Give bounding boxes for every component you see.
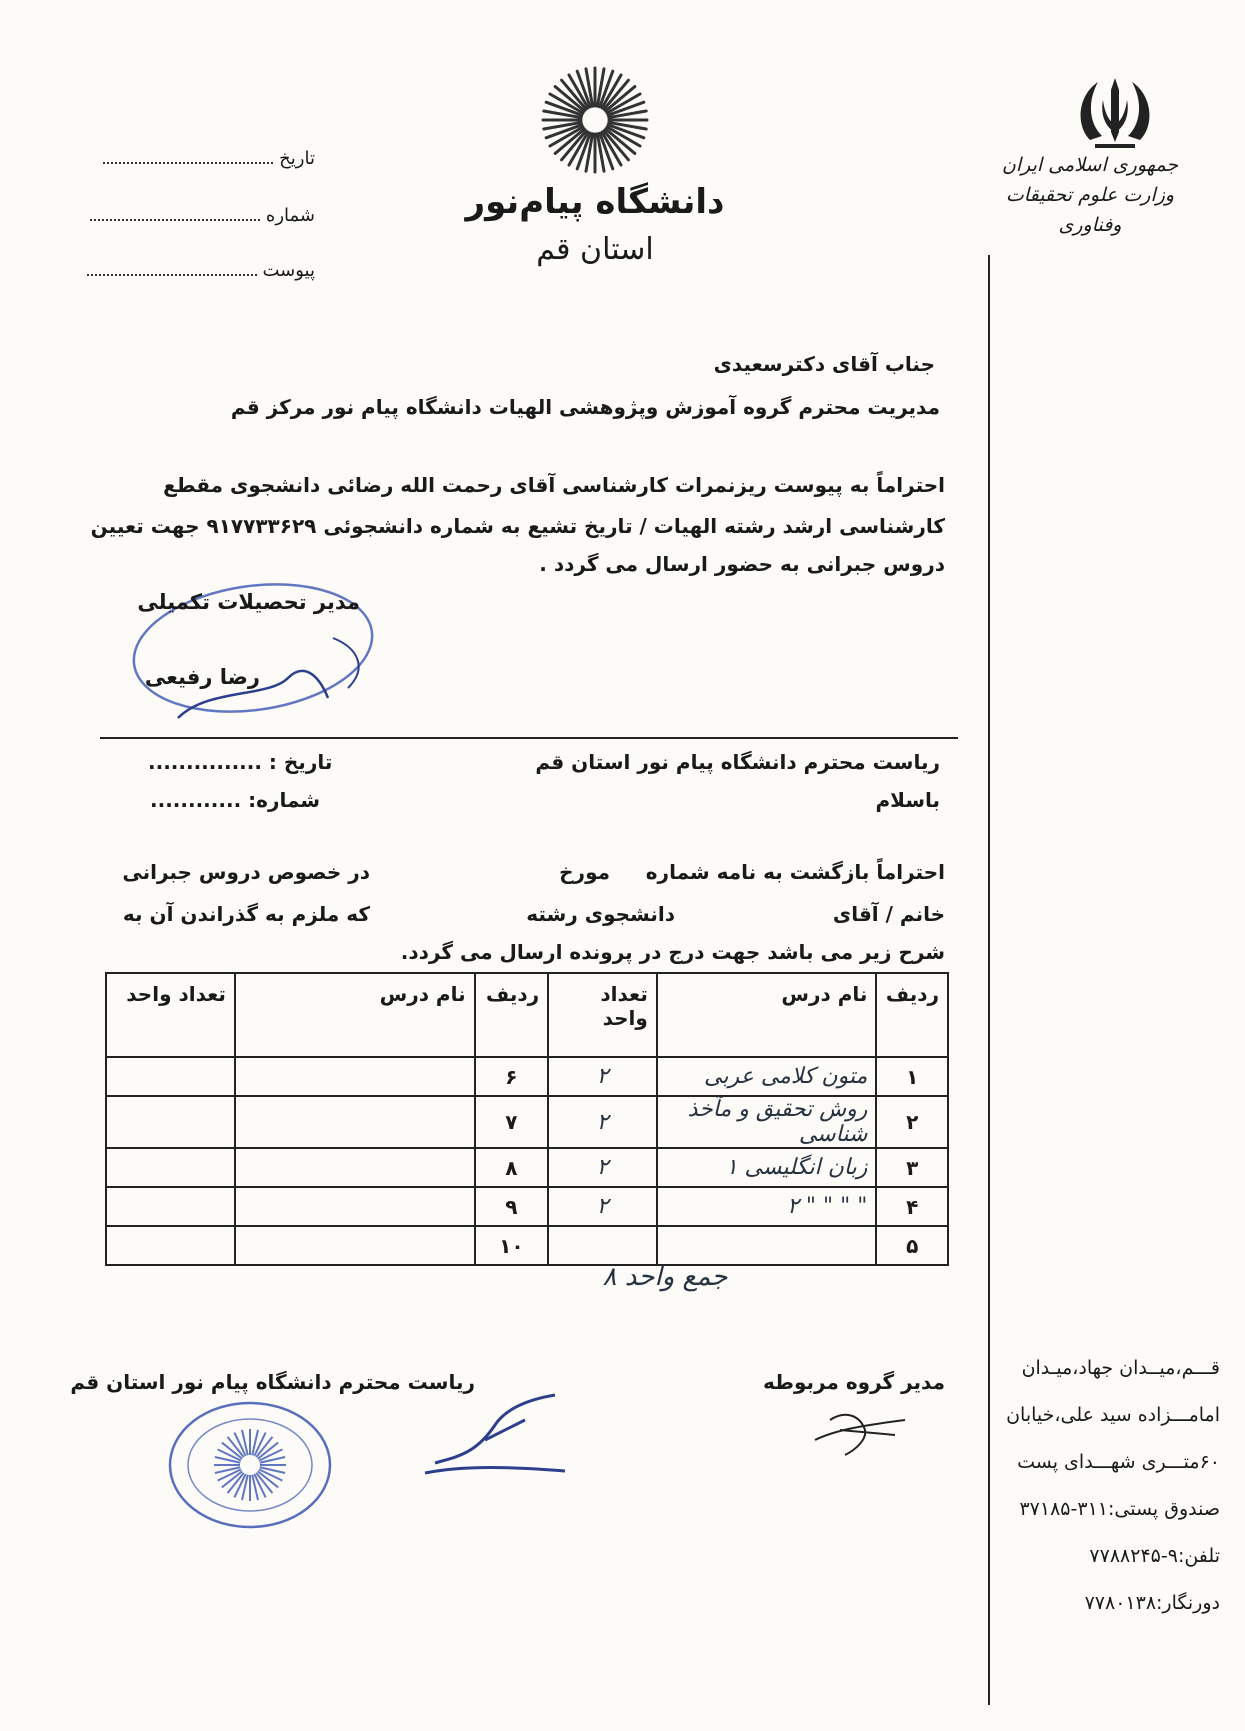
table-row [106, 1187, 948, 1226]
row-no: ۴ [876, 1187, 948, 1226]
letter2-line3: شرح زیر می باشد جهت درج در پرونده ارسال می گردد. [400, 940, 945, 964]
course-name [657, 1226, 877, 1265]
addressee-line2: مدیریت محترم گروه آموزش وپژوهشی الهیات دانشگاه پیام نور مرکز قم [230, 395, 940, 419]
letter2-line1-right: احتراماً بازگشت به نامه شماره [645, 860, 945, 884]
row-no2: ۹ [475, 1187, 549, 1226]
row-no2: ۶ [475, 1057, 549, 1096]
university-address [985, 1345, 1220, 1627]
course-name: متون کلامی عربی [657, 1057, 877, 1096]
group-manager-label: مدیر گروه مربوطه [763, 1370, 945, 1394]
province-name: استان قم [536, 232, 654, 267]
table-row [106, 1148, 948, 1187]
date-dots [103, 148, 273, 164]
fax-number: دورنگار:۷۷۸۰۱۳۸ [1084, 1592, 1220, 1614]
president-label: ریاست محترم دانشگاه پیام نور استان قم [70, 1370, 475, 1394]
row-no: ۱ [876, 1057, 948, 1096]
course-name: زبان انگلیسی ۱ [657, 1148, 877, 1187]
group-manager-signature [805, 1400, 925, 1460]
row-no: ۲ [876, 1096, 948, 1148]
table-row [106, 1057, 948, 1096]
course-units2 [106, 1057, 235, 1096]
course-units: ۲ [548, 1096, 657, 1148]
letter2-line1-mid: مورخ [559, 860, 610, 884]
row-no2: ۸ [475, 1148, 549, 1187]
ministry-name: وزارت علوم تحقیقات وفناوری [1005, 184, 1175, 236]
course-name2 [235, 1148, 475, 1187]
course-units: ۲ [548, 1148, 657, 1187]
date-label: تاریخ [279, 148, 315, 169]
date-field [75, 148, 315, 169]
attachment-field [75, 260, 315, 281]
table-row [106, 1096, 948, 1148]
total-units-note: جمع واحد ۸ [602, 1262, 728, 1292]
row-no2: ۷ [475, 1096, 549, 1148]
row-no: ۳ [876, 1148, 948, 1187]
col-header-units: تعداد واحد [548, 973, 657, 1057]
address-line: قـــم،میــدان جهاد،میـدان [1021, 1357, 1220, 1379]
ministry-header [990, 150, 1190, 240]
signer-title: مدیر تحصیلات تکمیلی [137, 590, 360, 614]
col-header-no2: ردیف [475, 973, 549, 1057]
university-seal [160, 1395, 340, 1535]
course-name: روش تحقیق و مآخذ شناسی [657, 1096, 877, 1148]
phone-number: تلفن:۹-۷۷۸۸۲۴۵ [1089, 1545, 1220, 1567]
col-header-units2: تعداد واحد [106, 973, 235, 1057]
letter1-body-line2: کارشناسی ارشد رشته الهیات / تاریخ تشیع به شماره دانشجوئی ۹۱۷۷۳۳۶۲۹ جهت تعیین [90, 514, 945, 538]
col-header-course: نام درس [657, 973, 877, 1057]
letter2-addressee: ریاست محترم دانشگاه پیام نور استان قم [535, 750, 940, 774]
course-name2 [235, 1226, 475, 1265]
letter2-line2-right: خانم / آقای [832, 902, 945, 926]
course-units2 [106, 1226, 235, 1265]
course-units [548, 1226, 657, 1265]
payame-noor-logo-icon [540, 65, 650, 175]
col-header-course2: نام درس [235, 973, 475, 1057]
table-header-row [106, 973, 948, 1057]
number-dots [90, 205, 260, 221]
president-signature [415, 1385, 575, 1485]
course-units2 [106, 1187, 235, 1226]
number-field [75, 205, 315, 226]
iran-emblem-icon [1070, 70, 1160, 160]
letter2-greeting: باسلام [875, 788, 940, 812]
postal-box: صندوق پستی:۳۱۱-۳۷۱۸۵ [1019, 1498, 1220, 1520]
course-name: " " " " ۲ [657, 1187, 877, 1226]
table-row [106, 1226, 948, 1265]
signer-name: رضا رفیعی [144, 665, 260, 689]
course-units2 [106, 1148, 235, 1187]
attachment-dots [87, 260, 257, 276]
letter2-line1-left: در خصوص دروس جبرانی [122, 860, 370, 884]
course-units2 [106, 1096, 235, 1148]
section-divider [100, 737, 958, 739]
letter1-body-line1: احتراماً به پیوست ریزنمرات کارشناسی آقای رحمت الله رضائی دانشجوی مقطع [163, 473, 945, 497]
letter1-body-line3: دروس جبرانی به حضور ارسال می گردد . [539, 552, 945, 576]
letter2-date: تاریخ : ............... [148, 750, 333, 774]
course-name2 [235, 1057, 475, 1096]
addressee-line1: جناب آقای دکترسعیدی [713, 352, 935, 376]
address-line: ۶۰متـــری شهـــدای پست [1017, 1451, 1220, 1473]
letter2-number: شماره: ............ [150, 788, 321, 812]
letter2-line2-left: که ملزم به گذراندن آن به [122, 902, 370, 926]
row-no2: ۱۰ [475, 1226, 549, 1265]
row-no: ۵ [876, 1226, 948, 1265]
course-name2 [235, 1187, 475, 1226]
address-line: امامـــزاده سید علی،خیابان [1006, 1404, 1220, 1426]
course-units: ۲ [548, 1187, 657, 1226]
course-units: ۲ [548, 1057, 657, 1096]
letter2-line2-mid: دانشجوی رشته [526, 902, 675, 926]
col-header-no: ردیف [876, 973, 948, 1057]
number-label: شماره [265, 205, 315, 226]
attachment-label: پیوست [262, 260, 315, 281]
remedial-courses-table [105, 972, 949, 1266]
university-name: دانشگاه پیام‌نور [465, 182, 725, 222]
course-name2 [235, 1096, 475, 1148]
country-name: جمهوری اسلامی ایران [1001, 154, 1179, 176]
